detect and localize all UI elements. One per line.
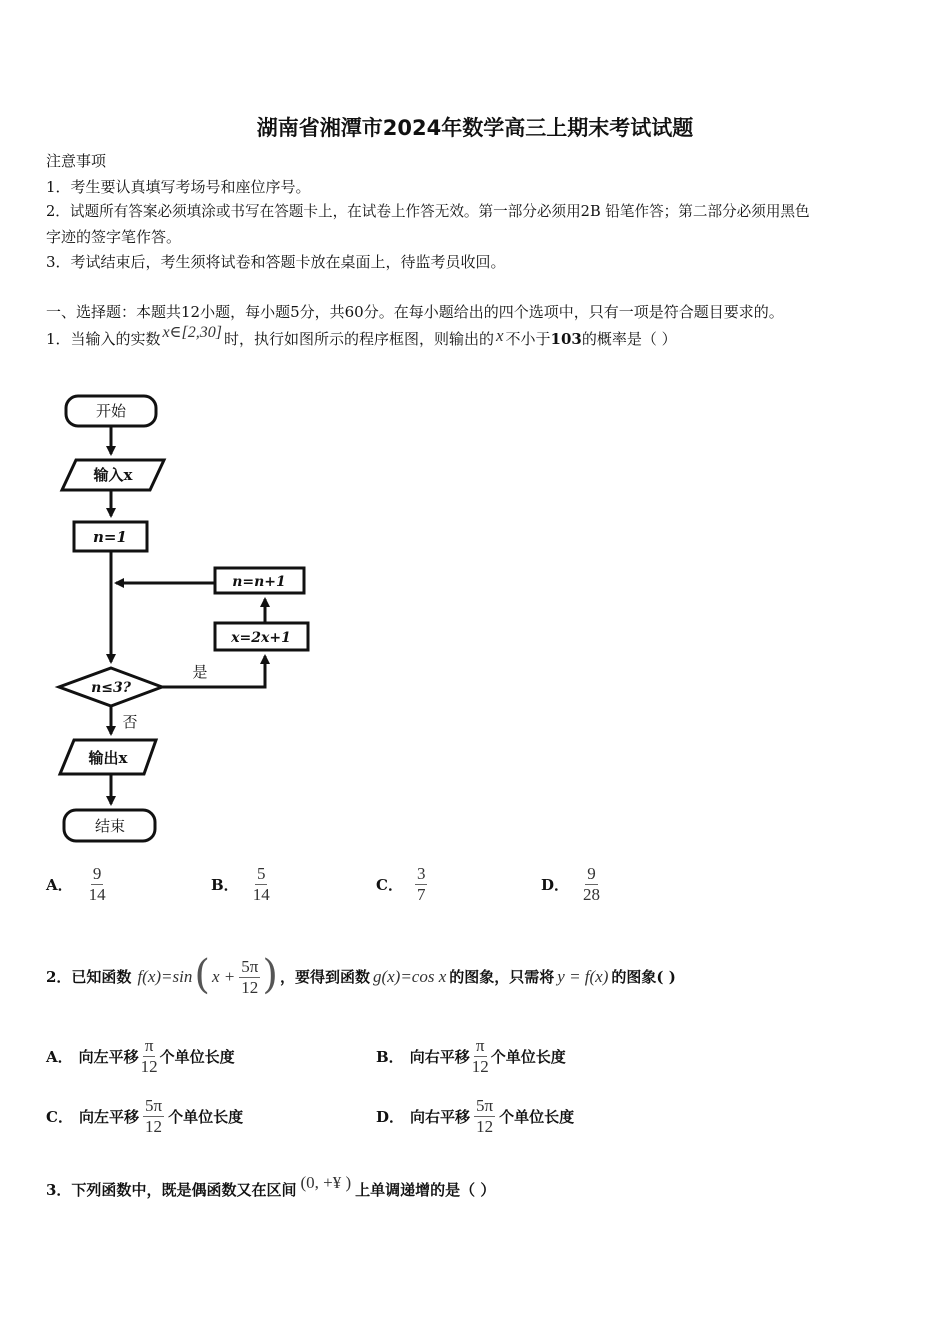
flow-yes-arrow [162, 656, 265, 687]
flow-yes-label: 是 [192, 663, 208, 681]
option-fraction [470, 1036, 491, 1077]
option-fraction [87, 864, 108, 905]
q1-option-a[interactable] [46, 864, 108, 905]
q1-suffix: 不小于 [505, 330, 551, 348]
notice-item-1: 1．考生要认真填写考场号和座位序号。 [46, 178, 311, 196]
flow-output-label: 输出x [88, 749, 128, 767]
fraction-denominator: 12 [241, 977, 259, 997]
q2-option-a[interactable] [46, 1036, 235, 1077]
section-heading: 一、选择题：本题共12小题，每小题5分，共60分。在每小题给出的四个选项中，只有一项是符合题目要求的。 [46, 303, 784, 321]
option-text: 向右平移 [409, 1047, 470, 1066]
option-text: 个单位长度 [490, 1047, 566, 1066]
q1-option-c[interactable] [376, 864, 427, 905]
q1-var: x [495, 326, 504, 345]
flow-no-label: 否 [122, 713, 138, 731]
notice-item-2-cont: 字迹的签字笔作答。 [46, 228, 182, 246]
q1-prefix: 1．当输入的实数 [46, 330, 161, 348]
option-fraction [139, 1036, 160, 1077]
option-text: 个单位长度 [499, 1107, 575, 1126]
option-text: 个单位长度 [159, 1047, 235, 1066]
option-label: A． [46, 876, 73, 894]
fraction-denominator: 12 [471, 1057, 489, 1076]
q3-tail: 上单调递增的是（ ） [355, 1181, 496, 1199]
fraction-numerator: 9 [587, 864, 596, 883]
option-label: D． [376, 1107, 405, 1126]
option-text: 个单位长度 [168, 1107, 244, 1126]
fraction-numerator: π [144, 1036, 154, 1055]
option-fraction [143, 1096, 164, 1137]
question-3 [46, 1173, 496, 1200]
fraction-numerator: 9 [92, 864, 102, 883]
option-text: 向右平移 [410, 1107, 471, 1126]
q2-middle: ，要得到函数 [279, 968, 370, 986]
notice-heading: 注意事项 [46, 152, 107, 170]
flow-update-label: x=2x+1 [231, 630, 291, 646]
flow-start-label: 开始 [95, 402, 127, 420]
q1-tail: 的概率是（ ） [581, 330, 677, 348]
option-label: D． [541, 876, 570, 894]
q1-option-b[interactable] [211, 864, 272, 905]
q1-middle: 时，执行如图所示的程序框图，则输出的 [223, 330, 494, 348]
option-label: C． [376, 876, 403, 894]
notice-item-3: 3．考试结束后，考生须将试卷和答题卡放在桌面上，待监考员收回。 [46, 253, 506, 271]
fraction-denominator: 28 [583, 885, 601, 904]
flow-increment-label: n=n+1 [232, 574, 286, 590]
q3-prefix: 3．下列函数中，既是偶函数又在区间 [46, 1181, 297, 1199]
flow-condition-label: n≤3? [91, 680, 131, 696]
q2-f-left: f(x)=sin [137, 967, 193, 986]
option-label: A． [46, 1047, 73, 1066]
option-label: C． [46, 1107, 73, 1126]
page-title: 湖南省湘潭市2024年数学高三上期末考试试题 [256, 116, 694, 140]
question-1 [46, 324, 677, 349]
option-fraction [251, 864, 272, 905]
fraction-denominator: 14 [88, 885, 106, 904]
q1-condition: x∈[2,30] [162, 324, 222, 341]
option-label: B． [211, 876, 239, 894]
fraction-numerator: 5π [241, 956, 259, 976]
q1-option-d[interactable] [541, 864, 602, 905]
q2-tail: 的图象( ) [611, 968, 676, 986]
question-2 [46, 952, 676, 1002]
q1-number: 103 [550, 330, 582, 348]
q2-x-plus: x + [211, 967, 236, 986]
flow-input-label: 输入x [93, 466, 133, 484]
fraction-numerator: 5 [256, 864, 266, 883]
q2-option-c[interactable] [46, 1096, 243, 1137]
fraction-numerator: π [475, 1036, 485, 1055]
fraction-denominator: 14 [252, 885, 270, 904]
q2-left-paren: ( [194, 952, 210, 998]
fraction-numerator: 5π [144, 1096, 163, 1115]
fraction-denominator: 7 [416, 885, 426, 904]
fraction-denominator: 12 [140, 1057, 158, 1076]
flowchart [50, 388, 320, 848]
q3-interval: (0, +¥ ) [300, 1173, 352, 1192]
flow-end-label: 结束 [94, 817, 126, 835]
fraction-denominator: 12 [145, 1117, 163, 1136]
q2-right-paren: ) [262, 952, 278, 998]
option-fraction [474, 1096, 495, 1137]
q2-option-d[interactable] [376, 1096, 574, 1137]
fraction-numerator: 5π [476, 1096, 494, 1115]
q2-g: g(x)=cos x [372, 967, 447, 986]
option-text: 向左平移 [78, 1107, 139, 1126]
flow-init-label: n=1 [93, 528, 127, 546]
option-fraction [415, 864, 428, 905]
q2-fraction [239, 957, 260, 998]
q2-y: y = f(x) [557, 967, 609, 986]
option-fraction [581, 864, 602, 905]
notice-item-2: 2．试题所有答案必须填涂或书写在答题卡上，在试卷上作答无效。第一部分必须用2B 铅笔作答；第二部分必须用黑色 [46, 203, 810, 220]
fraction-numerator: 3 [416, 864, 426, 883]
option-label: B． [376, 1047, 404, 1066]
q2-option-b[interactable] [376, 1036, 566, 1077]
fraction-denominator: 12 [476, 1117, 494, 1136]
option-text: 向左平移 [78, 1047, 139, 1066]
q2-prefix: 2．已知函数 [46, 968, 132, 986]
q2-middle2: 的图象，只需将 [449, 968, 555, 986]
